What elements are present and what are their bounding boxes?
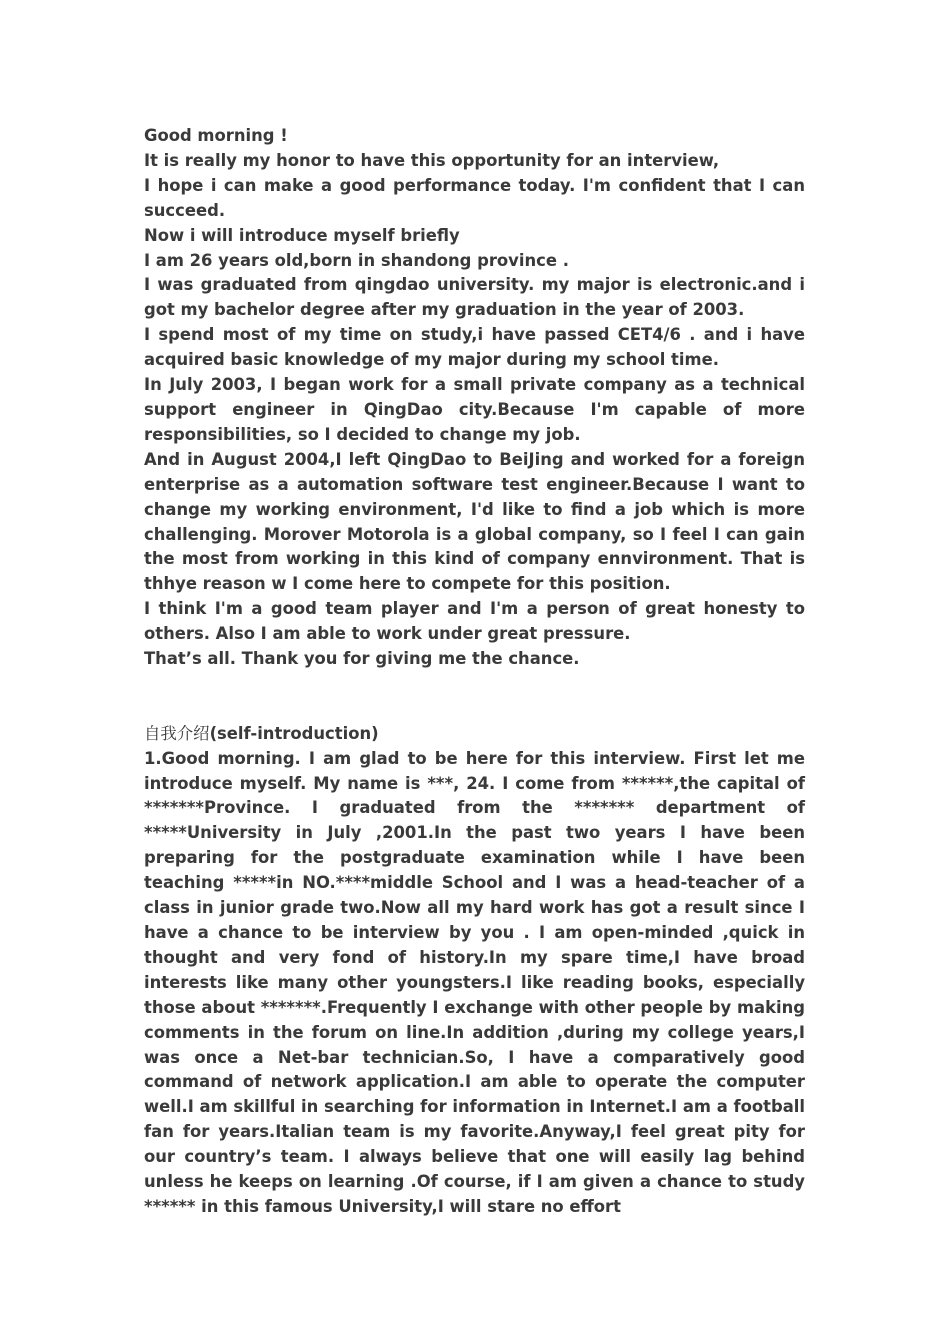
section-heading-cn: 自我介绍 <box>144 723 210 743</box>
section-spacer <box>144 672 805 722</box>
paragraph: I think I'm a good team player and I'm a person of great honesty to others. Also I am able to work under great pressure. <box>144 599 805 644</box>
paragraph: In July 2003, I began work for a small private company as a technical support engineer in QingDao city.Because I'm capable of more responsibilities, so I decided to change my job. <box>144 375 805 444</box>
interview-speech <box>144 124 805 672</box>
intro-paragraph: 1.Good morning. I am glad to be here for this interview. First let me introduce myself. My name is ***, 24. I come from ******,the capital of *******Province. I graduated from the ******* department of *****University in July ,2001.In the past two years I have been preparing for the postgraduate examination while I have been teaching *****in NO.****middle School and I was a head-teacher of a class in junior grade two.Now all my hard work has got a result since I have a chance to be interview by you . I am open-minded ,quick in thought and very fond of history.In my spare time,I have broad interests like many other youngsters.I like reading books, especially those about *******.Frequently I exchange with other people by making comments in the forum on line.In addition ,during my college years,I was once a Net-bar technician.So, I have a comparatively good command of network application.I am able to operate the computer well.I am skillful in searching for information in Internet.I am a football fan for years.Italian team is my favorite.Anyway,I feel great pity for our country’s team. I always believe that one will easily lag behind unless he keeps on learning .Of course, if I am given a chance to study ****** in this famous University,I will stare no effort <box>144 748 805 1216</box>
paragraph: I spend most of my time on study,i have passed CET4/6 . and i have acquired basic knowledge of my major during my school time. <box>144 325 805 370</box>
section-heading <box>144 722 805 747</box>
greeting-line: Good morning ! <box>144 126 288 145</box>
paragraph: Now i will introduce myself briefly <box>144 225 460 245</box>
paragraph: I am 26 years old,born in shandong province . <box>144 250 569 270</box>
closing-line: That’s all. Thank you for giving me the chance. <box>144 649 580 669</box>
self-introduction-section <box>144 722 805 1220</box>
document-page <box>144 124 805 1220</box>
paragraph: It is really my honor to have this opportunity for an interview, <box>144 150 720 170</box>
paragraph: I hope i can make a good performance today. I'm confident that I can succeed. <box>144 175 805 220</box>
paragraph: I was graduated from qingdao university. my major is electronic.and i got my bachelor degree after my graduation in the year of 2003. <box>144 275 805 320</box>
section-heading-en: (self-introduction) <box>209 723 379 743</box>
paragraph: And in August 2004,I left QingDao to BeiJing and worked for a foreign enterprise as a automation software test engineer.Because I want to change my working environment, I'd like to find a job which is more challenging. Morover Motorola is a global company, so I feel I can gain the most from working in this kind of company ennvironment. That is thhye reason w I come here to compete for this position. <box>144 449 805 594</box>
